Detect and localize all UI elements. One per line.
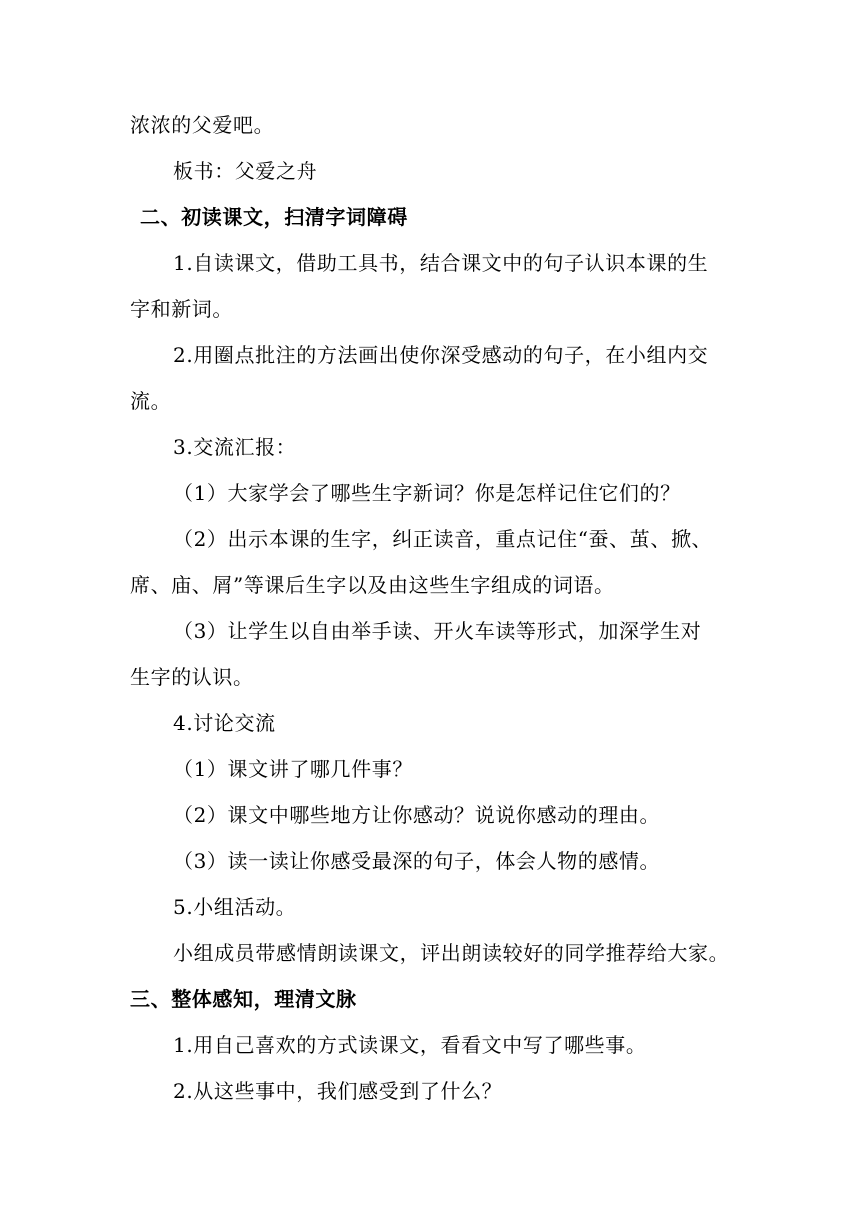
- paragraph-line: 2.从这些事中，我们感受到了什么？: [173, 1079, 503, 1103]
- paragraph-line: 字和新词。: [130, 297, 233, 321]
- list-item: （1）大家学会了哪些生字新词？你是怎样记住它们的？: [173, 481, 681, 505]
- paragraph-line: 4.讨论交流: [173, 711, 276, 735]
- paragraph-line: 浓浓的父爱吧。: [130, 113, 275, 137]
- paragraph-line: 小组成员带感情朗读课文，评出朗读较好的同学推荐给大家。: [173, 941, 730, 965]
- list-item-continuation: 生字的认识。: [130, 665, 254, 689]
- blackboard-note: 板书：父爱之舟: [173, 159, 318, 183]
- list-item: （1）课文讲了哪几件事？: [173, 757, 413, 781]
- paragraph-line: 2.用圈点批注的方法画出使你深受感动的句子，在小组内交: [173, 343, 709, 367]
- list-item: （2）课文中哪些地方让你感动？说说你感动的理由。: [173, 803, 661, 827]
- section-heading-2: 二、初读课文，扫清字词障碍: [140, 205, 408, 229]
- paragraph-line: 3.交流汇报：: [173, 435, 297, 459]
- list-item: （3）读一读让你感受最深的句子，体会人物的感情。: [173, 849, 661, 873]
- list-item-continuation: 席、庙、屑”等课后生字以及由这些生字组成的词语。: [130, 573, 615, 597]
- paragraph-line: 5.小组活动。: [173, 895, 297, 919]
- list-item: （2）出示本课的生字，纠正读音，重点记住“蚕、茧、掀、: [173, 527, 713, 551]
- paragraph-line: 1.自读课文，借助工具书，结合课文中的句子认识本课的生: [173, 251, 709, 275]
- paragraph-line: 流。: [130, 389, 172, 413]
- paragraph-line: 1.用自己喜欢的方式读课文，看看文中写了哪些事。: [173, 1033, 647, 1057]
- list-item: （3）让学生以自由举手读、开火车读等形式，加深学生对: [173, 619, 702, 643]
- section-heading-3: 三、整体感知，理清文脉: [130, 987, 357, 1011]
